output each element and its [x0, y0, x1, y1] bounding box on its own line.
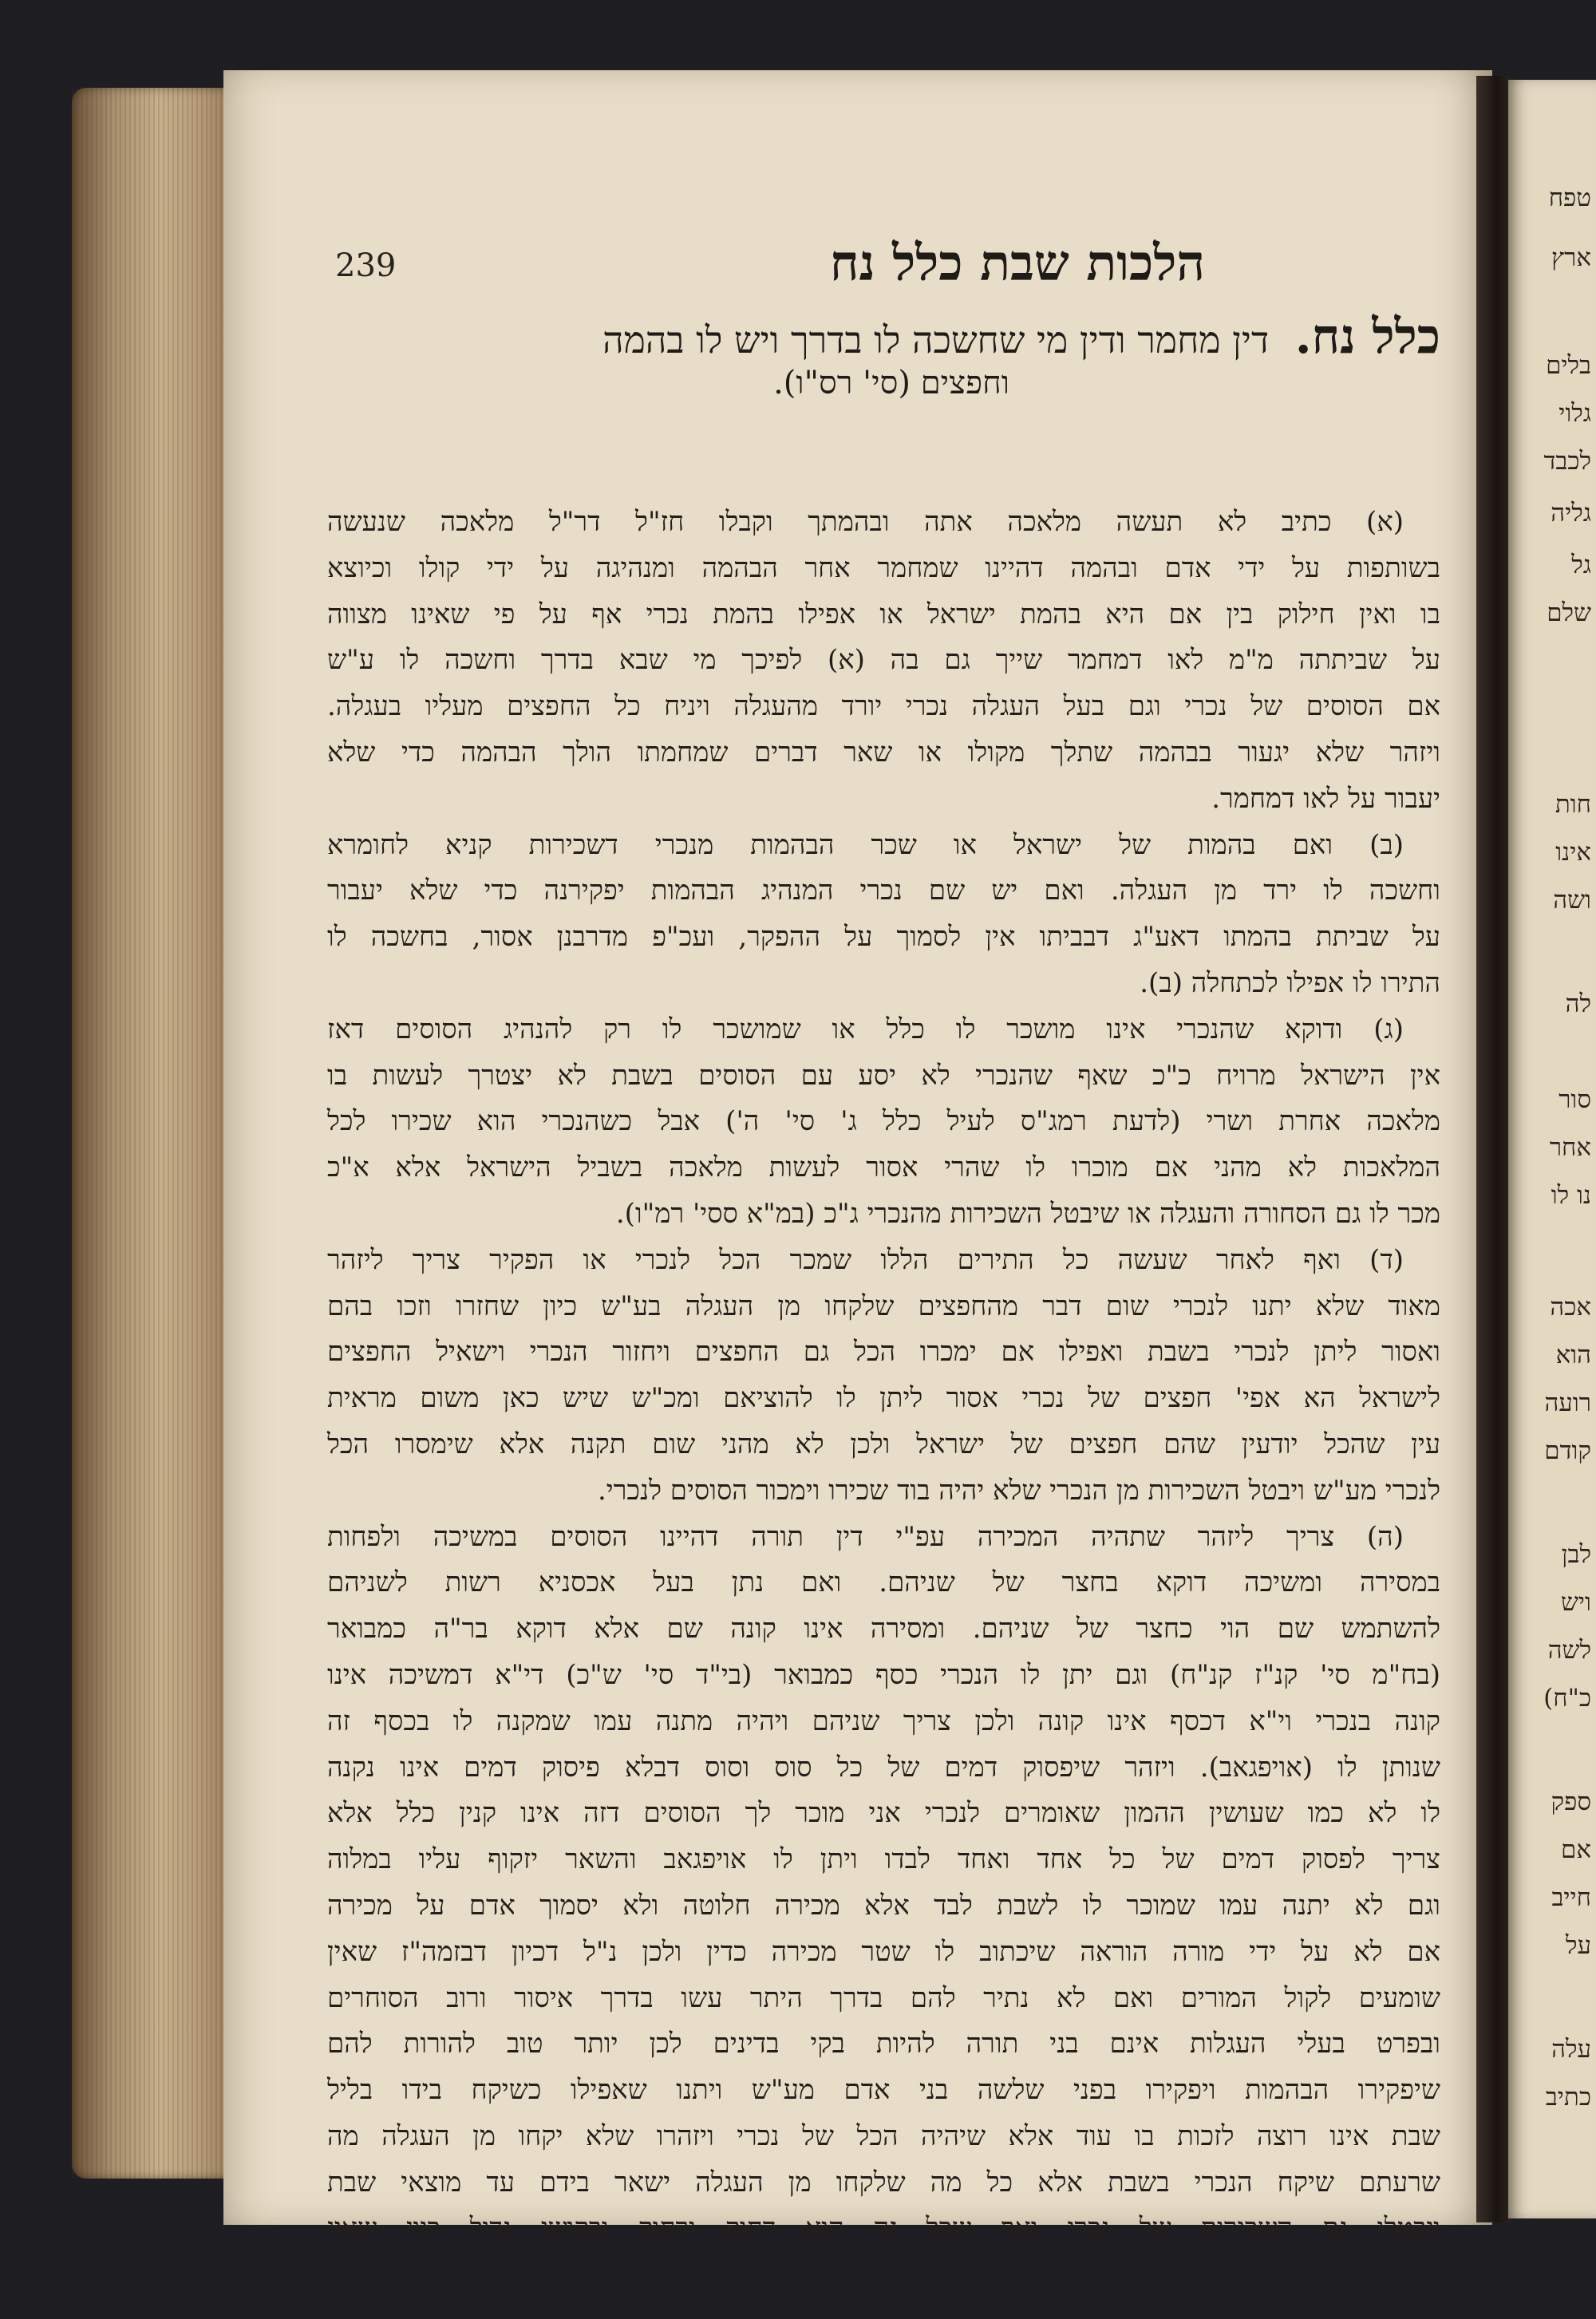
next-page-fragment: גל — [1571, 551, 1591, 579]
chapter-title: דין מחמר ודין מי שחשכה לו בדרך ויש לו בהמה — [602, 318, 1270, 361]
text-line: מלאכה אחרת ושרי (לדעת רמג"ס לעיל כלל ג' סי' ה') אבל כשהנכרי הוא שכירו לכל — [327, 1105, 1440, 1138]
text-line: על שביתת בהמתו דאע"ג דבביתו אין לסמוך על ההפקר, ועכ"פ מדרבנן אסור, בחשכה לו — [327, 921, 1440, 954]
chapter-heading-line1 — [319, 309, 1440, 365]
next-page-fragment: כתיב — [1545, 2083, 1591, 2112]
text-line: עין שהכל יודעין שהם חפצים של ישראל ולכן לא מהני שום תקנה אלא שימסרו הכל — [327, 1428, 1440, 1460]
text-line: (א) כתיב לא תעשה מלאכה אתה ובהמתך וקבלו חז"ל דר"ל מלאכה שנעשה — [327, 506, 1404, 538]
text-line: (ה) צריך ליזהר שתהיה המכירה עפ"י דין תורה דהיינו הסוסים במשיכה ולפחות — [327, 1520, 1404, 1553]
text-line: מכר לו גם הסחורה והעגלה או שיבטל השכירות מהנכרי ג"כ (במ"א ססי' רמ"ו). — [615, 1197, 1440, 1230]
text-line: אם הסוסים של נכרי וגם בעל העגלה נכרי יורד מהעגלה ויניח כל החפצים מעליו בעגלה. — [327, 690, 1440, 723]
next-page-edge — [1508, 80, 1596, 2218]
next-page-fragment: הוא — [1555, 1341, 1591, 1369]
next-page-fragment: בלים — [1546, 351, 1591, 380]
text-line: קונה בנכרי וי"א דכסף אינו קונה ולכן צריך שניהם ויהיה מתנה עמו שמקנה לו בכסף זה — [327, 1705, 1440, 1737]
next-page-fragment: גלוי — [1558, 399, 1591, 428]
next-page-fragment: ספק — [1551, 1788, 1591, 1816]
book-page-edges — [72, 88, 231, 2179]
next-page-fragment: רועה — [1544, 1389, 1591, 1417]
next-page-fragment: לבן — [1561, 1540, 1591, 1569]
text-line: בו ואין חילוק בין אם היא בהמת ישראל או אפילו בהמת נכרי אף על פי שאינו מצווה — [327, 598, 1440, 630]
text-line: וגם לא יתנה עמו שמוכר לו לשבת לבד אלא מכירה חלוטה ולא יסמוך אדם על מכירה — [327, 1889, 1440, 1922]
next-page-fragment: שלם — [1547, 599, 1591, 627]
next-page-fragment: אם — [1561, 1835, 1591, 1864]
next-page-fragment: אכה — [1550, 1293, 1591, 1321]
next-page-fragment: חייב — [1551, 1883, 1591, 1912]
text-line: יעבור על לאו דמחמר. — [1211, 782, 1440, 815]
next-page-fragment: קודם — [1544, 1436, 1591, 1465]
text-line: במסירה ומשיכה דוקא בחצר של שניהם. ואם נתן בעל אכסניא רשות לשניהם — [327, 1566, 1440, 1599]
text-line: לו לא כמו שעושין ההמון שאומרים לנכרי אני מוכר לך הסוסים דזה אינו קנין כלל אלא — [327, 1797, 1440, 1830]
text-line: (ג) ודוקא שהנכרי אינו מושכר לו כלל או שמושכר לו רק להנהיג הסוסים דאז — [327, 1013, 1404, 1045]
text-line: ובפרט בעלי העגלות אינם בני תורה להיות בקי בדינים לכן יותר טוב להורות להם — [327, 2028, 1440, 2060]
next-page-fragment: עלה — [1551, 2035, 1591, 2064]
text-line: ויבטלו גם השכירות של נכרי ואף שכל זה הוא דחוק ורחוק ובקושי גדול כיון שאין — [327, 2212, 1440, 2245]
text-line: על שביתתה מ"מ לאו דמחמר שייך גם בה (א) לפיכך מי שבא בדרך וחשכה לו ע"ש — [327, 644, 1440, 677]
next-page-fragment: כ"ח) — [1543, 1684, 1591, 1713]
next-page-fragment: לשה — [1547, 1636, 1591, 1665]
text-line: שבת אינו רוצה לזכות בו עוד אלא שיהיה הכל של נכרי ויזהרו שלא יקחו מן העגלה מה — [327, 2119, 1440, 2152]
next-page-fragment: על — [1565, 1931, 1591, 1960]
page-number: 239 — [335, 247, 397, 284]
text-line: שיפקירו הבהמות ויפקירו בפני שלשה בני אדם מע"ש ויתנו שאפילו כשיקח בידו בליל — [327, 2074, 1440, 2107]
text-line: בשותפות על ידי אדם ובהמה דהיינו שמחמר אחר הבהמה ומנהיגה על ידי קולו וכיוצא — [327, 551, 1440, 584]
next-page-fragment: אחר — [1549, 1133, 1591, 1162]
text-line: שומעים לקול המורים ואם לא נתיר להם בדרך היתר עשו בדרך איסור ורוב הסוחרים — [327, 1981, 1440, 2014]
text-line: המלאכות לא מהני אם מוכרו לו שהרי אסור לעשות מלאכה בשביל הישראל אלא א"כ — [327, 1152, 1440, 1184]
text-line: (ב) ואם בהמות של ישראל או שכר הבהמות מנכרי דשכירות קניא לחומרא — [327, 828, 1404, 861]
text-line: לישראל הא אפי' חפצים של נכרי אסור ליתן לו להוציאם ומכ"ש שיש כאן משום מראית — [327, 1382, 1440, 1415]
next-page-fragment: סור — [1558, 1085, 1591, 1114]
chapter-heading — [319, 309, 1440, 403]
body-text — [327, 500, 1440, 2252]
text-line: לנכרי מע"ש ויבטל השכירות מן הנכרי שלא יהיה בוד שכירו וימכור הסוסים לנכרי. — [597, 1474, 1440, 1507]
next-page-fragment: טפח — [1548, 184, 1591, 212]
text-line: התירו לו אפילו לכתחלה (ב). — [1140, 966, 1440, 999]
book-gutter — [1476, 76, 1510, 2222]
text-line: (בח"מ סי' קנ"ז קנ"ח) וגם יתן לו הנכרי כסף כמבואר (בי"ד סי' ש"כ) די"א דמשיכה אינו — [327, 1658, 1440, 1691]
text-line: שרעתם שיקח הנכרי בשבת אלא כל מה שלקחו מן העגלה ישאר בידם עד מוצאי שבת — [327, 2166, 1440, 2199]
book-page — [223, 70, 1492, 2245]
next-page-fragment: לה — [1565, 990, 1591, 1018]
text-line: אין הישראל מרויח כ"כ שאף שהנכרי לא יסע עם הסוסים בשבת לא יצטרך לעשות בו — [327, 1059, 1440, 1092]
chapter-label: כלל נח. — [1294, 309, 1440, 365]
text-line: צריך לפסוק דמים של כל אחד ואחד לבדו ויתן לו אויפגאב והשאר יזקוף עליו במלוה — [327, 1843, 1440, 1876]
next-page-fragment: חות — [1555, 790, 1591, 819]
text-line: שנותן לו (אויפגאב). ויזהר שיפסוק דמים של כל סוס וסוס דבלא פיסוק דמים אינו נקנה — [327, 1751, 1440, 1784]
next-page-fragment: גליה — [1551, 499, 1591, 527]
text-line: וחשכה לו ירד מן העגלה. ואם יש שם נכרי המנהיג הבהמות יפקירנה כדי שלא יעבור — [327, 875, 1440, 907]
chapter-title-line2: וחפצים (סי' רס"ו). — [773, 365, 1009, 401]
text-line: להשתמש שם הוי כחצר של שניהם. ומסירה אינו קונה שם אלא דוקא בר"ה כמבואר — [327, 1613, 1440, 1645]
text-line: ויזהר שלא יגעור בבהמה שתלך מקולו או שאר דברים שמחמתו הולך הבהמה כדי שלא — [327, 736, 1440, 768]
next-page-fragment: ושה — [1553, 886, 1591, 915]
next-page-fragment: לכבד — [1543, 447, 1591, 476]
text-line: מאוד שלא יתנו לנכרי שום דבר מהחפצים שלקחו מן העגלה בע"ש כיון שחזרו וזכו בהם — [327, 1290, 1440, 1322]
text-line: (ד) ואף לאחר שעשה כל התירים הללו שמכר הכל לנכרי או הפקיר צריך ליזהר — [327, 1243, 1404, 1276]
text-line: ואסור ליתן לנכרי בשבת ואפילו אם ימכרו הכל גם החפצים ויחזור הנכרי וישאיל החפצים — [327, 1336, 1440, 1369]
next-page-fragment: אינו — [1555, 838, 1591, 867]
text-line: אם לא על ידי מורה הוראה שיכתוב לו שטר מכירה כדין ולכן נ"ל דכיון דבזמה"ז שאין — [327, 1935, 1440, 1968]
next-page-fragment: ויש — [1560, 1588, 1591, 1617]
next-page-fragment: ארץ — [1551, 243, 1591, 272]
running-head: הלכות שבת כלל נח — [829, 234, 1205, 292]
next-page-fragment: נו לו — [1551, 1181, 1591, 1210]
